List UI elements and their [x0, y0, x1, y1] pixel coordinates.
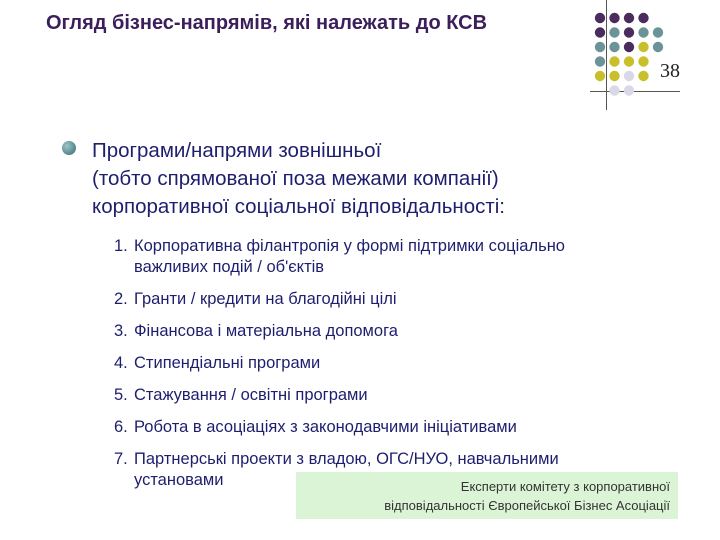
- decor-dot: [638, 42, 648, 52]
- list-item-number: 2.: [114, 290, 128, 308]
- decor-dot: [624, 27, 634, 37]
- decor-dot: [595, 27, 605, 37]
- decor-dot: [638, 71, 648, 81]
- decor-dot: [624, 13, 634, 23]
- list-item-text: Стажування / освітні програми: [134, 386, 368, 404]
- decor-dot: [595, 56, 605, 66]
- list-item: [114, 289, 674, 310]
- main-bullet-line: Програми/напрями зовнішньої: [92, 139, 382, 162]
- list-item-text: Партнерські проекти з владою, ОГС/НУО, навчальними: [134, 450, 559, 468]
- decor-dot: [624, 85, 634, 95]
- decor-dot: [624, 71, 634, 81]
- slide-title: Огляд бізнес-напрямів, які належать до КСВ: [46, 12, 488, 34]
- list-item-number: 5.: [114, 386, 128, 404]
- main-bullet-line: (тобто спрямованої поза межами компанії): [92, 167, 499, 190]
- decor-dot: [638, 13, 648, 23]
- list-item-number: 4.: [114, 354, 128, 372]
- main-bullet-line: корпоративної соціальної відповідальності:: [92, 195, 506, 218]
- decor-dot: [609, 42, 619, 52]
- main-bullet-text: [92, 137, 622, 221]
- decor-dot: [638, 27, 648, 37]
- list-item-number: 1.: [114, 237, 128, 255]
- list-item-number: 6.: [114, 418, 128, 436]
- decor-dot: [638, 56, 648, 66]
- decor-dot: [653, 27, 663, 37]
- decor-dot: [595, 13, 605, 23]
- list-item-text: Корпоративна філантропія у формі підтримки соціально: [134, 237, 565, 255]
- source-note: [296, 472, 678, 519]
- decor-dot: [624, 42, 634, 52]
- list-item-text-cont: установами: [134, 471, 224, 489]
- numbered-list: [114, 236, 674, 502]
- decor-dot: [609, 71, 619, 81]
- list-item: [114, 353, 674, 374]
- bullet-icon: [62, 141, 76, 155]
- list-item-number: 3.: [114, 322, 128, 340]
- source-note-line: відповідальності Європейської Бізнес Асоціації: [384, 498, 670, 513]
- source-note-line: Експерти комітету з корпоративної: [460, 479, 670, 494]
- decor-dot: [609, 56, 619, 66]
- list-item: [114, 236, 674, 278]
- decor-dot: [609, 27, 619, 37]
- decor-dot: [609, 85, 619, 95]
- decor-dot: [624, 56, 634, 66]
- list-item-text: Стипендіальні програми: [134, 354, 321, 372]
- list-item: [114, 417, 674, 438]
- list-item-text: Фінансова і матеріальна допомога: [134, 322, 398, 340]
- list-item-text-cont: важливих подій / об'єктів: [134, 258, 325, 276]
- list-item-text: Робота в асоціаціях з законодавчими ініціативами: [134, 418, 517, 436]
- main-bullet: [62, 137, 622, 221]
- decor-dot: [653, 42, 663, 52]
- decor-dot: [595, 71, 605, 81]
- list-item-number: 7.: [114, 450, 128, 468]
- list-item-text: Гранти / кредити на благодійні цілі: [134, 290, 397, 308]
- list-item: [114, 321, 674, 342]
- decorative-dot-grid: [592, 12, 670, 102]
- decor-dot: [609, 13, 619, 23]
- list-item: [114, 385, 674, 406]
- decor-dot: [595, 42, 605, 52]
- page-number: 38: [660, 60, 680, 82]
